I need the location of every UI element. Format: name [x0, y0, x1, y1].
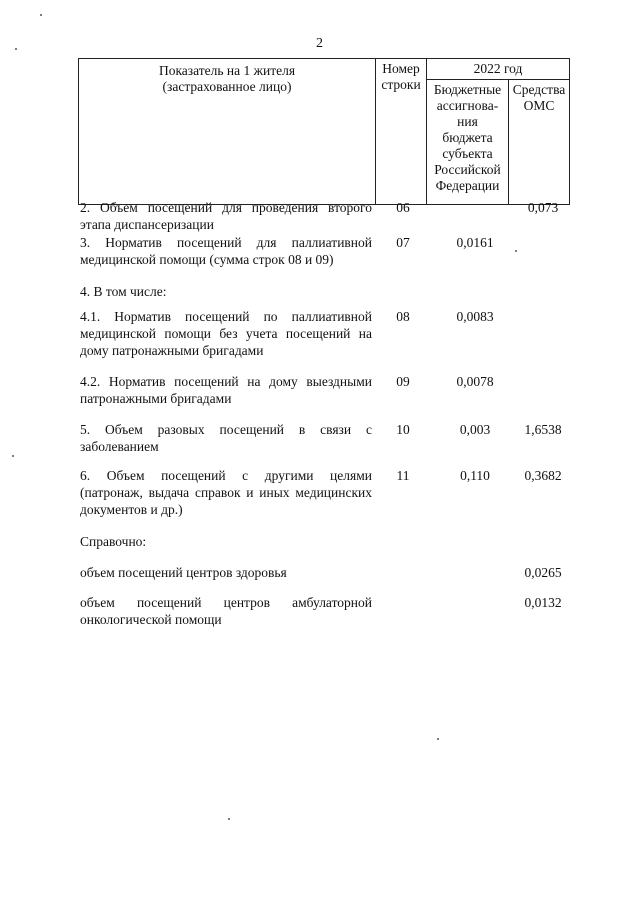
row-budget-value: 0,0083 [456, 309, 494, 324]
header-indicator-line1: Показатель на 1 жителя [158, 63, 296, 78]
header-budget-line: ния [457, 114, 478, 129]
row-oms-value: 1,6538 [524, 422, 562, 437]
row-label: объем посещений центров здоровья [80, 565, 287, 580]
row-code: 06 [396, 200, 410, 215]
row-label: объем посещений центров амбулаторной онкологической помощи [80, 595, 372, 627]
header-year: 2022 год [427, 59, 570, 80]
header-budget-line: субъекта [442, 146, 493, 161]
row-code: 11 [396, 468, 410, 483]
row-oms-value: 0,073 [527, 200, 559, 215]
row-label: 4.2. Норматив посещений на дому выездными патронажными бригадами [80, 374, 372, 406]
row-budget-value: 0,003 [459, 422, 491, 437]
page-number: 2 [316, 36, 323, 51]
row-label: Справочно: [80, 534, 147, 549]
header-row-number: Номер строки [376, 59, 427, 205]
header-budget [427, 80, 509, 205]
row-label: 6. Объем посещений с другими целями (патронаж, выдача справок и иных медицинских документов и др.) [80, 468, 372, 517]
row-code: 07 [396, 235, 410, 250]
row-label: 4.1. Норматив посещений по паллиативной медицинской помощи без учета посещений на дому патронажными бригадами [80, 309, 372, 358]
header-budget-line: Федерации [435, 178, 500, 193]
row-oms-value: 0,0132 [524, 595, 562, 610]
row-label: 4. В том числе: [80, 284, 167, 299]
row-label: 2. Объем посещений для проведения второго этапа диспансеризации [80, 200, 372, 232]
row-label: 5. Объем разовых посещений в связи с заболеванием [80, 422, 372, 454]
header-oms-line: ОМС [523, 98, 555, 113]
row-budget-value: 0,110 [460, 468, 490, 483]
table-header [78, 58, 570, 205]
header-budget-line: Российской [434, 162, 501, 177]
row-oms-value: 0,0265 [524, 565, 562, 580]
row-budget-value: 0,0161 [456, 235, 494, 250]
header-oms-line: Средства [512, 82, 566, 97]
row-code: 09 [396, 374, 410, 389]
scan-speck [12, 455, 14, 457]
header-indicator [79, 59, 376, 205]
scan-speck [15, 48, 17, 50]
row-code: 10 [396, 422, 410, 437]
header-budget-line: Бюджетные [433, 82, 502, 97]
row-budget-value: 0,0078 [456, 374, 494, 389]
scan-speck [228, 818, 230, 820]
scan-speck [40, 14, 42, 16]
scan-speck [437, 738, 439, 740]
header-indicator-line2: (застрахованное лицо) [162, 79, 292, 94]
row-oms-value: 0,3682 [524, 468, 562, 483]
row-code: 08 [396, 309, 410, 324]
header-budget-line: ассигнова- [436, 98, 499, 113]
scan-speck [515, 250, 517, 252]
header-budget-line: бюджета [442, 130, 493, 145]
header-oms [509, 80, 570, 205]
row-label: 3. Норматив посещений для паллиативной медицинской помощи (сумма строк 08 и 09) [80, 235, 372, 267]
